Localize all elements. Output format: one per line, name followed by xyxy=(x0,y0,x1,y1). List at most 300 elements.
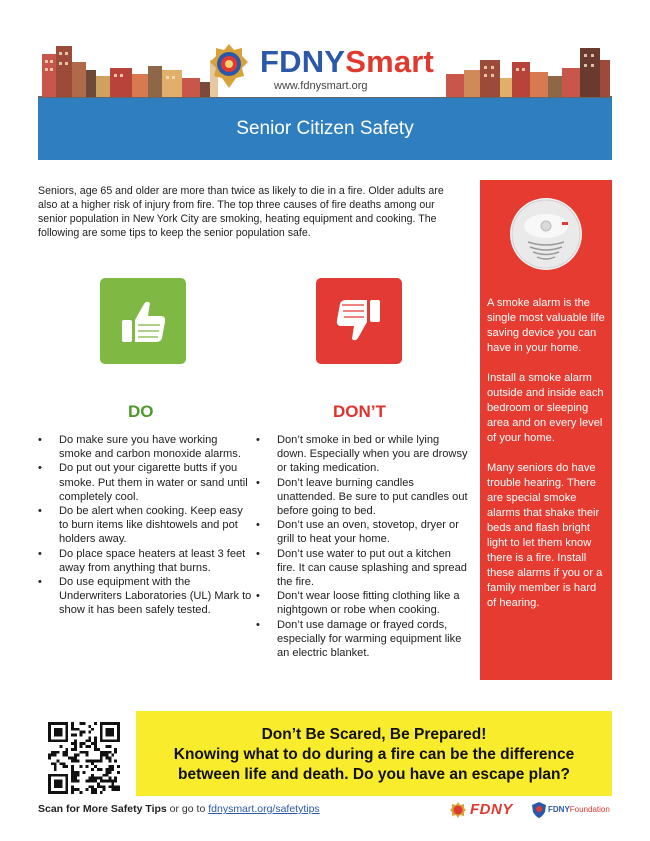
qr-module xyxy=(54,751,57,754)
sidebar-text xyxy=(487,296,607,626)
qr-module xyxy=(100,768,103,771)
qr-module xyxy=(65,765,68,768)
smoke-alarm-sidebar xyxy=(480,180,612,680)
qr-module xyxy=(65,748,68,751)
qr-module xyxy=(100,759,103,762)
qr-module xyxy=(114,722,117,725)
qr-module xyxy=(48,782,51,785)
qr-module xyxy=(60,785,63,788)
qr-module xyxy=(71,774,74,777)
qr-module xyxy=(94,748,97,751)
brand-header xyxy=(208,38,448,98)
qr-module xyxy=(71,734,74,737)
qr-module xyxy=(88,736,91,739)
qr-module xyxy=(57,731,60,734)
list-item: • Do be alert when cooking. Keep easy to burn items like dishtowels and pot holders away. xyxy=(38,504,252,547)
qr-code[interactable] xyxy=(48,722,120,794)
qr-module xyxy=(111,768,114,771)
qr-module xyxy=(71,780,74,783)
qr-module xyxy=(74,754,77,757)
qr-module xyxy=(88,777,91,780)
qr-module xyxy=(111,734,114,737)
qr-module xyxy=(88,785,91,788)
qr-module xyxy=(100,757,103,760)
qr-module xyxy=(106,757,109,760)
qr-module xyxy=(100,725,103,728)
fdny-foundation-badge-icon xyxy=(532,802,546,818)
qr-module xyxy=(94,742,97,745)
qr-module xyxy=(114,788,117,791)
qr-module xyxy=(74,777,77,780)
qr-module xyxy=(80,731,83,734)
qr-module xyxy=(100,739,103,742)
qr-module xyxy=(91,791,94,794)
qr-module xyxy=(80,751,83,754)
smoke-alarm-icon xyxy=(508,196,584,272)
qr-module xyxy=(117,728,120,731)
qr-module xyxy=(94,722,97,725)
qr-module xyxy=(57,791,60,794)
qr-module xyxy=(71,725,74,728)
sidebar-paragraph: Many seniors do have trouble hearing. There are special smoke alarms that shake their beds and flash bright light to let them know there is a fire. Install these alarms if you or a family member is hard of hearing. xyxy=(487,462,603,609)
qr-module xyxy=(85,759,88,762)
qr-module xyxy=(97,748,100,751)
list-item: • Do place space heaters at least 3 feet away from anything that burns. xyxy=(38,547,252,575)
list-item: • Don’t wear loose fitting clothing like a nightgown or robe when cooking. xyxy=(256,589,470,617)
sidebar-paragraph: Install a smoke alarm outside and inside each bedroom or sleeping area and on every level of your home. xyxy=(487,372,604,444)
qr-module xyxy=(77,774,80,777)
qr-module xyxy=(83,751,86,754)
qr-module xyxy=(91,780,94,783)
qr-module xyxy=(83,731,86,734)
qr-module xyxy=(48,774,51,777)
do-heading: DO xyxy=(128,402,154,421)
qr-module xyxy=(85,739,88,742)
qr-module xyxy=(74,734,77,737)
qr-module xyxy=(60,762,63,765)
qr-module xyxy=(94,736,97,739)
qr-module xyxy=(54,731,57,734)
dont-list xyxy=(256,433,470,660)
qr-module xyxy=(117,785,120,788)
qr-module xyxy=(62,754,65,757)
qr-module xyxy=(108,785,111,788)
qr-module xyxy=(108,745,111,748)
qr-module xyxy=(103,751,106,754)
qr-module xyxy=(48,722,51,725)
qr-module xyxy=(91,788,94,791)
qr-module xyxy=(65,731,68,734)
qr-module xyxy=(51,751,54,754)
qr-module xyxy=(94,777,97,780)
qr-module xyxy=(91,777,94,780)
qr-module xyxy=(114,748,117,751)
qr-module xyxy=(88,759,91,762)
qr-module xyxy=(108,751,111,754)
qr-module xyxy=(103,785,106,788)
qr-module xyxy=(54,768,57,771)
qr-module xyxy=(106,722,109,725)
qr-module xyxy=(97,785,100,788)
qr-module xyxy=(74,745,77,748)
qr-module xyxy=(74,742,77,745)
qr-module xyxy=(71,788,74,791)
qr-module xyxy=(85,745,88,748)
qr-module xyxy=(117,739,120,742)
qr-module xyxy=(57,780,60,783)
qr-module xyxy=(100,777,103,780)
fdny-badge-icon xyxy=(450,802,466,818)
qr-module xyxy=(60,722,63,725)
qr-module xyxy=(54,722,57,725)
qr-module xyxy=(106,731,109,734)
qr-module xyxy=(51,762,54,765)
qr-module xyxy=(80,745,83,748)
qr-module xyxy=(97,782,100,785)
qr-module xyxy=(62,762,65,765)
list-item: • Don’t smoke in bed or while lying down. Especially when you are drowsy or taking medication. xyxy=(256,433,470,476)
qr-module xyxy=(111,788,114,791)
qr-module xyxy=(88,731,91,734)
qr-module xyxy=(48,777,51,780)
qr-module xyxy=(48,734,51,737)
qr-module xyxy=(48,788,51,791)
qr-module xyxy=(57,728,60,731)
qr-module xyxy=(108,771,111,774)
qr-module xyxy=(62,739,65,742)
qr-module xyxy=(71,791,74,794)
qr-module xyxy=(106,754,109,757)
list-item: • Don’t leave burning candles unattended. Be sure to put candles out before going to bed. xyxy=(256,476,470,519)
brand-url[interactable]: www.fdnysmart.org xyxy=(274,80,368,92)
qr-module xyxy=(88,725,91,728)
qr-module xyxy=(65,791,68,794)
qr-module xyxy=(91,774,94,777)
qr-module xyxy=(65,777,68,780)
qr-module xyxy=(74,728,77,731)
qr-module xyxy=(74,774,77,777)
qr-module xyxy=(48,757,51,760)
qr-module xyxy=(62,722,65,725)
qr-module xyxy=(65,722,68,725)
list-item: • Do use equipment with the Underwriters Laboratories (UL) Mark to show it has been safely tested. xyxy=(38,575,252,618)
qr-module xyxy=(62,774,65,777)
do-list xyxy=(38,433,252,618)
list-item: • Don’t use damage or frayed cords, especially for warming equipment like an electric blanket. xyxy=(256,618,470,661)
qr-module xyxy=(94,788,97,791)
qr-module xyxy=(54,762,57,765)
qr-module xyxy=(108,731,111,734)
qr-module xyxy=(108,734,111,737)
qr-module xyxy=(83,722,86,725)
foundation-fdny-text: FDNY xyxy=(548,805,570,814)
qr-module xyxy=(103,788,106,791)
qr-module xyxy=(68,757,71,760)
qr-module xyxy=(77,771,80,774)
brand-title xyxy=(260,44,434,80)
qr-module xyxy=(65,785,68,788)
qr-module xyxy=(57,759,60,762)
list-item: • Don’t use an oven, stovetop, dryer or grill to heat your home. xyxy=(256,518,470,546)
qr-module xyxy=(62,791,65,794)
qr-module xyxy=(48,785,51,788)
qr-module xyxy=(60,734,63,737)
qr-module xyxy=(60,731,63,734)
dont-tile xyxy=(316,278,402,364)
qr-module xyxy=(117,736,120,739)
qr-module xyxy=(65,754,68,757)
qr-module xyxy=(48,791,51,794)
qr-module xyxy=(71,777,74,780)
qr-module xyxy=(57,751,60,754)
qr-module xyxy=(57,734,60,737)
sidebar-paragraph: A smoke alarm is the single most valuable life saving device you can have in your home. xyxy=(487,297,605,354)
qr-module xyxy=(80,742,83,745)
qr-module xyxy=(103,722,106,725)
qr-module xyxy=(111,728,114,731)
qr-module xyxy=(48,754,51,757)
qr-module xyxy=(71,728,74,731)
qr-module xyxy=(51,722,54,725)
qr-module xyxy=(71,722,74,725)
qr-module xyxy=(111,739,114,742)
qr-module xyxy=(88,739,91,742)
qr-module xyxy=(94,780,97,783)
qr-module xyxy=(100,754,103,757)
qr-module xyxy=(117,765,120,768)
thumbs-up-icon xyxy=(100,278,186,364)
qr-module xyxy=(71,748,74,751)
list-item: • Do put out your cigarette butts if you smoke. Put them in water or sand until completely cool. xyxy=(38,461,252,504)
qr-module xyxy=(106,734,109,737)
qr-module xyxy=(94,765,97,768)
qr-module xyxy=(108,780,111,783)
qr-module xyxy=(114,739,117,742)
qr-module xyxy=(111,782,114,785)
qr-module xyxy=(91,768,94,771)
thumbs-down-icon xyxy=(316,278,402,364)
qr-module xyxy=(117,788,120,791)
qr-module xyxy=(106,780,109,783)
banner-line: Knowing what to do during a fire can be the difference xyxy=(173,746,575,763)
qr-module xyxy=(48,728,51,731)
qr-module xyxy=(54,734,57,737)
qr-module xyxy=(117,725,120,728)
qr-module xyxy=(111,754,114,757)
fdny-foundation-logo xyxy=(548,805,610,814)
qr-module xyxy=(80,791,83,794)
qr-module xyxy=(60,782,63,785)
qr-module xyxy=(57,739,60,742)
qr-module xyxy=(65,774,68,777)
fdny-badge-icon xyxy=(208,42,250,92)
qr-module xyxy=(62,765,65,768)
qr-module xyxy=(108,759,111,762)
qr-module xyxy=(91,762,94,765)
qr-module xyxy=(48,731,51,734)
qr-module xyxy=(60,739,63,742)
qr-module xyxy=(80,722,83,725)
qr-module xyxy=(114,785,117,788)
list-item: • Do make sure you have working smoke and carbon monoxide alarms. xyxy=(38,433,252,461)
qr-module xyxy=(108,728,111,731)
qr-module xyxy=(77,754,80,757)
do-tile xyxy=(100,278,186,364)
qr-module xyxy=(57,774,60,777)
qr-module xyxy=(106,771,109,774)
foundation-text: Foundation xyxy=(569,805,610,814)
qr-module xyxy=(108,757,111,760)
qr-module xyxy=(57,722,60,725)
qr-module xyxy=(103,739,106,742)
qr-module xyxy=(100,791,103,794)
qr-module xyxy=(85,751,88,754)
qr-module xyxy=(65,751,68,754)
qr-module xyxy=(94,791,97,794)
qr-module xyxy=(51,791,54,794)
qr-module xyxy=(91,759,94,762)
qr-module xyxy=(48,780,51,783)
qr-module xyxy=(74,757,77,760)
dont-heading: DON’T xyxy=(333,402,386,421)
qr-module xyxy=(65,739,68,742)
qr-module xyxy=(54,785,57,788)
qr-module xyxy=(108,765,111,768)
qr-module xyxy=(54,765,57,768)
qr-module xyxy=(88,780,91,783)
qr-module xyxy=(103,754,106,757)
qr-module xyxy=(48,736,51,739)
title-bar xyxy=(38,98,612,160)
banner-message xyxy=(136,745,612,785)
banner-line: between life and death. Do you have an escape plan? xyxy=(178,766,570,783)
brand-smart-text: Smart xyxy=(345,44,435,79)
qr-module xyxy=(51,754,54,757)
qr-module xyxy=(48,725,51,728)
qr-module xyxy=(100,780,103,783)
qr-module xyxy=(94,745,97,748)
qr-module xyxy=(106,768,109,771)
qr-module xyxy=(65,782,68,785)
qr-module xyxy=(57,782,60,785)
qr-module xyxy=(117,771,120,774)
qr-module xyxy=(106,745,109,748)
qr-module xyxy=(94,739,97,742)
qr-module xyxy=(54,739,57,742)
qr-module xyxy=(108,739,111,742)
escape-plan-banner xyxy=(136,711,612,796)
qr-module xyxy=(100,731,103,734)
qr-module xyxy=(97,777,100,780)
qr-module xyxy=(85,780,88,783)
qr-module xyxy=(100,722,103,725)
qr-module xyxy=(74,748,77,751)
qr-module xyxy=(65,725,68,728)
qr-module xyxy=(106,751,109,754)
qr-module xyxy=(91,728,94,731)
qr-module xyxy=(57,785,60,788)
qr-module xyxy=(77,780,80,783)
qr-module xyxy=(111,785,114,788)
qr-module xyxy=(74,759,77,762)
qr-module xyxy=(111,780,114,783)
qr-module xyxy=(74,739,77,742)
qr-module xyxy=(85,788,88,791)
qr-module xyxy=(117,722,120,725)
qr-module xyxy=(83,742,86,745)
safetytips-link[interactable]: fdnysmart.org/safetytips xyxy=(208,803,320,815)
qr-module xyxy=(100,785,103,788)
qr-module xyxy=(71,759,74,762)
qr-module xyxy=(117,734,120,737)
qr-module xyxy=(60,728,63,731)
qr-module xyxy=(106,728,109,731)
qr-module xyxy=(97,768,100,771)
qr-module xyxy=(114,777,117,780)
qr-module xyxy=(111,722,114,725)
qr-module xyxy=(65,728,68,731)
qr-module xyxy=(80,765,83,768)
qr-module xyxy=(71,757,74,760)
qr-module xyxy=(48,739,51,742)
qr-module xyxy=(60,774,63,777)
qr-module xyxy=(54,782,57,785)
page-title: Senior Citizen Safety xyxy=(236,118,414,139)
qr-module xyxy=(97,759,100,762)
qr-module xyxy=(65,780,68,783)
qr-module xyxy=(54,754,57,757)
qr-module xyxy=(74,771,77,774)
qr-module xyxy=(91,742,94,745)
qr-module xyxy=(74,780,77,783)
qr-module xyxy=(71,785,74,788)
qr-module xyxy=(74,788,77,791)
qr-module xyxy=(100,751,103,754)
qr-module xyxy=(65,788,68,791)
qr-module xyxy=(54,774,57,777)
qr-module xyxy=(88,745,91,748)
qr-module xyxy=(108,722,111,725)
qr-module xyxy=(60,791,63,794)
qr-module xyxy=(108,768,111,771)
intro-paragraph: Seniors, age 65 and older are more than twice as likely to die in a fire. Older adults are also at a higher risk of injury from fire. The top three causes of fire deaths among our senior population in New York City are smoking, heating equipment and cooking. The following are some tips to keep the senior population safe. xyxy=(38,185,444,239)
footer-scan-text xyxy=(38,803,320,815)
qr-module xyxy=(77,759,80,762)
qr-module xyxy=(65,736,68,739)
qr-module xyxy=(60,780,63,783)
qr-module xyxy=(54,780,57,783)
qr-module xyxy=(111,765,114,768)
qr-module xyxy=(100,728,103,731)
qr-module xyxy=(103,774,106,777)
qr-module xyxy=(100,734,103,737)
qr-module xyxy=(114,780,117,783)
qr-module xyxy=(100,736,103,739)
qr-module xyxy=(106,774,109,777)
qr-module xyxy=(51,739,54,742)
qr-module xyxy=(54,728,57,731)
qr-module xyxy=(51,774,54,777)
qr-module xyxy=(117,731,120,734)
qr-module xyxy=(77,788,80,791)
qr-module xyxy=(71,768,74,771)
qr-module xyxy=(60,745,63,748)
list-item: • Don’t use water to put out a kitchen fire. It can cause splashing and spread the fire. xyxy=(256,547,470,590)
qr-module xyxy=(80,734,83,737)
qr-module xyxy=(114,751,117,754)
fdny-logo-text: FDNY xyxy=(470,801,513,818)
qr-module xyxy=(71,742,74,745)
